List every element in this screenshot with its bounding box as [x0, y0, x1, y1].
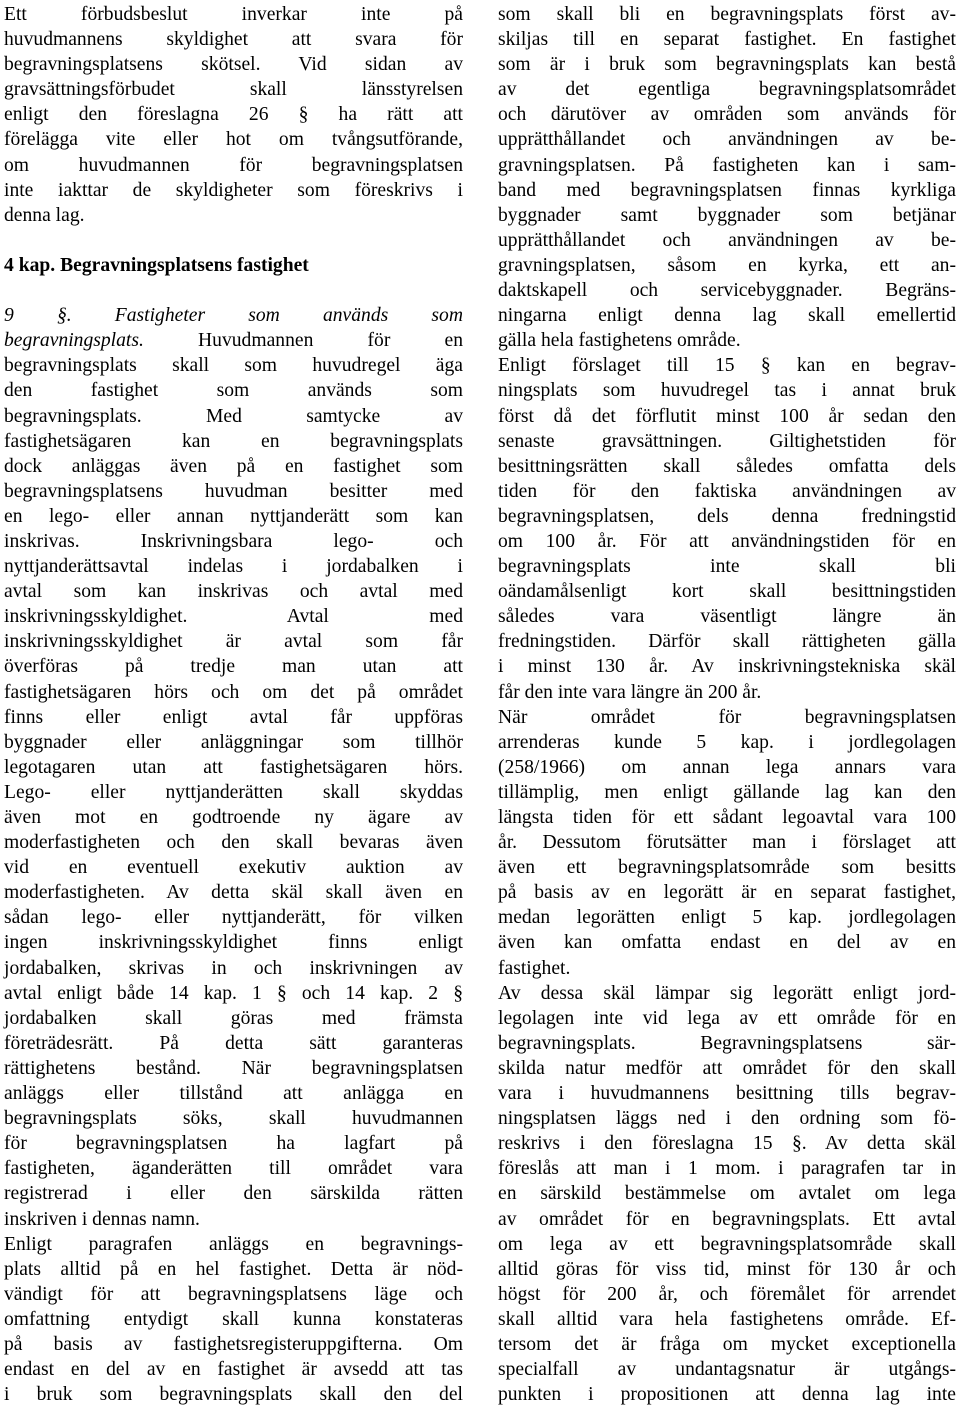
text-line: besittningsrätten skall således omfatta dels [498, 455, 956, 477]
text-line: inskrivningsskyldighet är avtal som får [4, 631, 463, 653]
right-text-column [498, 2, 956, 1407]
text-line: endast en del av en fastighet är avsedd att tas [4, 1359, 463, 1381]
text-line: 9 §. Fastigheter som används som [4, 305, 463, 327]
text-line: tiden för den faktiska användningen av [498, 480, 956, 502]
text-line: högst för 200 år, och föremålet för arrendet [498, 1283, 956, 1305]
text-line: begravningsplats inte skall bli [498, 556, 956, 578]
text-line: om huvudmannen för begravningsplatsen [4, 154, 463, 176]
text-line: tillämplig, men enligt gällande lag kan den [498, 781, 956, 803]
text-line: anläggs eller tillstånd att anlägga en [4, 1083, 463, 1105]
text-line: förelägga vite eller hot om tvångsutförande, [4, 129, 463, 151]
text-line: gravningsplatsen. På fastigheten kan i sam- [498, 154, 956, 176]
text-line: oändamålsenligt kort skall besittningstiden [498, 581, 956, 603]
text-line: byggnader eller anläggningar som tillhör [4, 731, 463, 753]
text-line: inskrivningsskyldighet. Avtal med [4, 606, 463, 628]
text-line: överföras på tredje man utan att [4, 656, 463, 678]
text-line: på basis av fastighetsregisteruppgifterna. Om [4, 1333, 463, 1355]
text-line: längsta tiden för ett sådant legoavtal vara 100 [498, 807, 956, 828]
paragraph-gap [4, 278, 463, 303]
text-line: företrädesrätt. På detta sätt garanteras [4, 1032, 463, 1054]
text-line: föreslås att man i 1 mom. i paragrafen tar in [498, 1158, 956, 1180]
text-line: en särskild bestämmelse om avtalet om lega [498, 1183, 956, 1205]
text-line: inskriven i dennas namn. [4, 1208, 200, 1230]
text-line: även kan omfatta endast en del av en [498, 932, 956, 954]
text-line: gravsättningsförbudet skall länsstyrelsen [4, 79, 463, 101]
text-line: begravningsplats söks, skall huvudmannen [4, 1108, 463, 1130]
text-line: finns eller enligt avtal får uppföras [4, 706, 463, 728]
text-line: avtal som kan inskrivas och avtal med [4, 581, 463, 603]
text-line: senaste gravsättningen. Giltighetstiden för [498, 430, 956, 452]
text-line: begravningsplats. Huvudmannen för en [4, 330, 463, 352]
text-line: fastigheten, äganderätten till området vara [4, 1158, 463, 1180]
text-line: fastighet. [498, 957, 571, 979]
text-line: Enligt förslaget till 15 § kan en begrav- [498, 355, 956, 377]
text-line: upprätthållandet och användningen av be- [498, 229, 956, 251]
text-line: registrerad i eller den särskilda rätten [4, 1183, 463, 1205]
text-line: och därutöver av områden som används för [498, 104, 956, 126]
text-line: i minst 130 år. Av inskrivningstekniska skäl [498, 656, 956, 678]
text-line: den fastighet som används som [4, 380, 463, 402]
section-heading: 4 kap. Begravningsplatsens fastighet [4, 254, 309, 276]
text-line: av det egentliga begravningsplatsområdet [498, 79, 956, 101]
text-line: legotagaren utan att fastighetsägaren hörs. [4, 756, 463, 778]
text-line: När området för begravningsplatsen [498, 706, 956, 728]
text-line: om lega av ett begravningsplatsområde skall [498, 1233, 956, 1255]
text-line: begravningsplatsens skötsel. Vid sidan av [4, 54, 463, 76]
text-line: skilda natur medför att området för den skall [498, 1057, 956, 1079]
text-line: begravningsplats. Med samtycke av [4, 405, 463, 427]
text-line: medan legorätten enligt 5 kap. jordlegolagen [498, 907, 956, 929]
text-line: begravningsplats. Begravningsplatsens sär- [498, 1032, 956, 1054]
text-line: ningsplats som huvudregel tas i annat bruk [498, 380, 956, 402]
text-line: punkten i propositionen att denna lag inte [498, 1384, 956, 1406]
text-line: om 100 år. För att användningstiden för en [498, 530, 956, 552]
text-line: ingen inskrivningsskyldighet finns enligt [4, 932, 463, 954]
text-line: vara i huvudmannens besittning tills begrav- [498, 1083, 956, 1105]
text-line: jordabalken, skrivas in och inskrivningen av [4, 957, 463, 979]
text-line: enligt den föreslagna 26 § ha rätt att [4, 104, 463, 126]
text-line: således vara väsentligt längre än [498, 606, 956, 628]
text-line: daktskapell och servicebyggnader. Begräns- [498, 280, 956, 302]
paragraph-gap [4, 228, 463, 253]
text-line: Av dessa skäl lämpar sig legorätt enligt jord- [498, 982, 956, 1004]
text-line: plats alltid på en hel fastighet. Detta är nöd- [4, 1258, 463, 1280]
text-line: Lego- eller nyttjanderätten skall skyddas [4, 781, 463, 803]
text-line: huvudmannens skyldighet att svara för [4, 29, 463, 51]
text-line: först då det förflutit minst 100 år sedan den [498, 405, 956, 427]
text-line: fastighetsägaren kan en begravningsplats [4, 430, 463, 452]
text-line: begravningsplatsen, dels denna fredningstid [498, 505, 956, 527]
text-line: specialfall av undantagsnatur är utgångs- [498, 1359, 956, 1381]
text-line: som är i bruk som begravningsplats kan bestå [498, 54, 956, 76]
text-line: år. Dessutom förutsätter man i förslaget att [498, 832, 956, 854]
text-line: dock anläggas även på en fastighet som [4, 455, 463, 477]
text-line: inte iakttar de skyldigheter som föreskrivs i [4, 179, 463, 201]
text-line: av området för en begravningsplats. Ett avtal [498, 1208, 956, 1230]
text-line: i bruk som begravningsplats skall den del [4, 1384, 463, 1406]
text-line: avtal enligt både 14 kap. 1 § och 14 kap. 2 § [4, 982, 463, 1004]
text-line: begravningsplats skall som huvudregel äga [4, 355, 463, 377]
text-line: ningarna enligt denna lag skall emellertid [498, 305, 956, 327]
left-text-column [4, 2, 463, 1407]
text-line: omfattning entydigt skall kunna konstateras [4, 1308, 463, 1330]
text-line: sådan lego- eller nyttjanderätt, för vilken [4, 907, 463, 929]
text-line: legolagen inte vid lega av ett område för en [498, 1007, 956, 1029]
text-line: upprätthållandet och användningen av be- [498, 129, 956, 151]
text-line: byggnader samt byggnader som betjänar [498, 204, 956, 226]
text-line: som skall bli en begravningsplats först av- [498, 4, 956, 25]
text-line: denna lag. [4, 204, 85, 226]
text-line: ningsplatsen läggs ned i den ordning som fö- [498, 1108, 956, 1130]
text-line: nyttjanderättsavtal indelas i jordabalken i [4, 556, 463, 578]
text-line: arrenderas kunde 5 kap. i jordlegolagen [498, 731, 956, 753]
text-line: fastighetsägaren hörs och om det på området [4, 681, 463, 703]
text-line: Enligt paragrafen anläggs en begravnings- [4, 1233, 463, 1255]
text-line: för begravningsplatsen ha lagfart på [4, 1133, 463, 1155]
text-line: en lego- eller annan nyttjanderätt som kan [4, 505, 463, 527]
text-line: jordabalken skall göras med främsta [4, 1007, 463, 1029]
text-line: begravningsplatsens huvudman besitter med [4, 480, 463, 502]
text-line: reskrivs i den föreslagna 15 §. Av detta skäl [498, 1133, 956, 1155]
text-line: vid en eventuell exekutiv auktion av [4, 857, 463, 879]
text-line: skall alltid vara hela fastighetens område. Ef- [498, 1308, 956, 1330]
text-line: vändigt för att begravningsplatsens läge och [4, 1283, 463, 1305]
text-line: alltid göras för viss tid, minst för 130 år och [498, 1258, 956, 1280]
text-line: tersom det är fråga om mycket exceptionella [498, 1333, 956, 1355]
text-line: får den inte vara längre än 200 år. [498, 681, 762, 703]
text-line: gravningsplatsen, såsom en kyrka, ett an- [498, 254, 956, 276]
text-line: skiljas till en separat fastighet. En fastighet [498, 29, 956, 51]
text-line: inskrivas. Inskrivningsbara lego- och [4, 530, 463, 552]
text-line: Ett förbudsbeslut inverkar inte på [4, 4, 463, 25]
text-line: (258/1966) om annan lega annars vara [498, 756, 956, 778]
text-line: även ett begravningsplatsområde som besitts [498, 857, 956, 879]
text-line: gälla hela fastighetens område. [498, 330, 741, 352]
text-line: fredningstiden. Därför skall rättigheten gälla [498, 631, 956, 653]
text-line: på basis av en legorätt är en separat fastighet, [498, 882, 956, 904]
text-line: moderfastigheten och den skall bevaras även [4, 832, 463, 854]
text-line: band med begravningsplatsen finnas kyrkliga [498, 179, 956, 201]
text-line: rättighetens bestånd. När begravningsplatsen [4, 1057, 463, 1079]
text-line: moderfastigheten. Av detta skäl skall även en [4, 882, 463, 904]
text-line: även mot en godtroende ny ägare av [4, 807, 463, 828]
